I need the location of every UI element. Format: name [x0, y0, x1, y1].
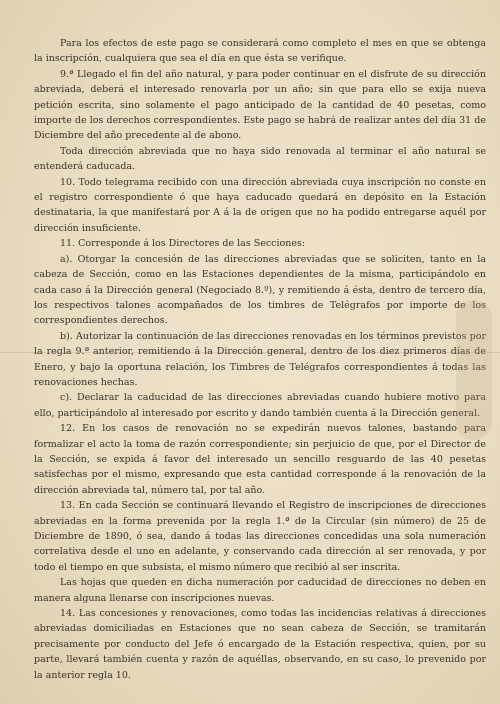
paragraph-numbering: Las hojas que queden en dicha numeración por caducidad de direcciones no deben en manera alguna llenarse con inscripciones nuevas. [34, 577, 486, 604]
paragraph-rule-11c: c). Declarar la caducidad de las direcciones abreviadas cuando hubiere motivo para ello, participándolo al interesado por escrito y dando también cuenta á la Dirección general. [34, 392, 486, 419]
paragraph-payment-effects: Para los efectos de este pago se considerará como completo el mes en que se obtenga la inscripción, cualquiera que sea el día en que ésta se verifique. [34, 38, 486, 65]
paper-stain [456, 300, 492, 440]
paragraph-expiry: Toda dirección abreviada que no haya sido renovada al terminar el año natural se entenderá caducada. [34, 145, 486, 173]
paper-fold [0, 352, 500, 353]
paragraph-rule-11a: a). Otorgar la concesión de las direcciones abreviadas que se soliciten, tanto en la cabeza de Sección, como en las Estaciones dependientes de la misma, participándolo en cada caso á la Dirección general (Negociado 8.º), y remitiendo á ésta, dentro de tercero día, los respectivos talones acompañados de los timbres de Telégrafos por importe de los correspondientes derechos. [34, 253, 486, 327]
paragraph-rule-12: 12. En los casos de renovación no se expedirán nuevos talones, bastando para formalizar el acto la toma de razón correspondiente; sin perjuicio de que, por el Director de la Sección, se expida á favor del interesado un sencillo resguardo de las 40 pesetas satisfechas por el mismo, expresando que esta cantidad corresponde á la renovación de la dirección abreviada tal, número tal, por tal año. [34, 423, 486, 496]
paragraph-rule-9: 9.ª Llegado el fin del año natural, y para poder continuar en el disfrute de su dirección abreviada, deberá el interesado renovarla por un año; sin que para ello se exija nueva petición escrita, sino solamente el pago anticipado de la cantidad de 40 pesetas, como importe de los derechos correspondientes. Este pago se habrá de realizar antes del día 31 de Diciembre del año precedente al de abono. [34, 68, 486, 142]
paragraph-rule-10: 10. Todo telegrama recibido con una dirección abreviada cuya inscripción no conste en el registro correspondiente ó que haya caducado quedará en depósito en la Estación destinataria, la que manifestará por A á la de origen que no ha podido entregarse aquél por dirección insuficiente. [34, 176, 486, 234]
paragraph-rule-11b: b). Autorizar la continuación de las direcciones renovadas en los términos previstos por la regla 9.ª anterior, remitiendo á la Dirección general, dentro de los diez primeros días de Enero, y bajo la oportuna relación, los Timbres de Telégrafos correspondientes á todas las renovaciones hechas. [34, 330, 486, 388]
paragraph-rule-11: 11. Corresponde á los Directores de las Secciones: [60, 238, 306, 250]
paragraph-rule-14: 14. Las concesiones y renovaciones, como todas las incidencias relativas á direcciones abreviadas domiciliadas en Estaciones que no sean cabeza de Sección, se tramitarán precisamente por conducto del Jefe ó encargado de la Estación respectiva, quien, por su parte, llevará también cuenta y razón de aquéllas, observando, en su caso, lo prevenido por la anterior regla 10. [34, 608, 486, 681]
paragraph-rule-13: 13. En cada Sección se continuará llevando el Registro de inscripciones de direcciones abreviadas en la forma prevenida por la regla 1.ª de la Circular (sin número) de 25 de Diciembre de 1890, ó sea, dando á todas las direcciones concedidas una sola numeración correlativa desde el uno en adelante, y conservando cada dirección al ser renovada, y por todo el tiempo en que subsista, el mismo número que recibió al ser inscrita. [34, 500, 486, 573]
